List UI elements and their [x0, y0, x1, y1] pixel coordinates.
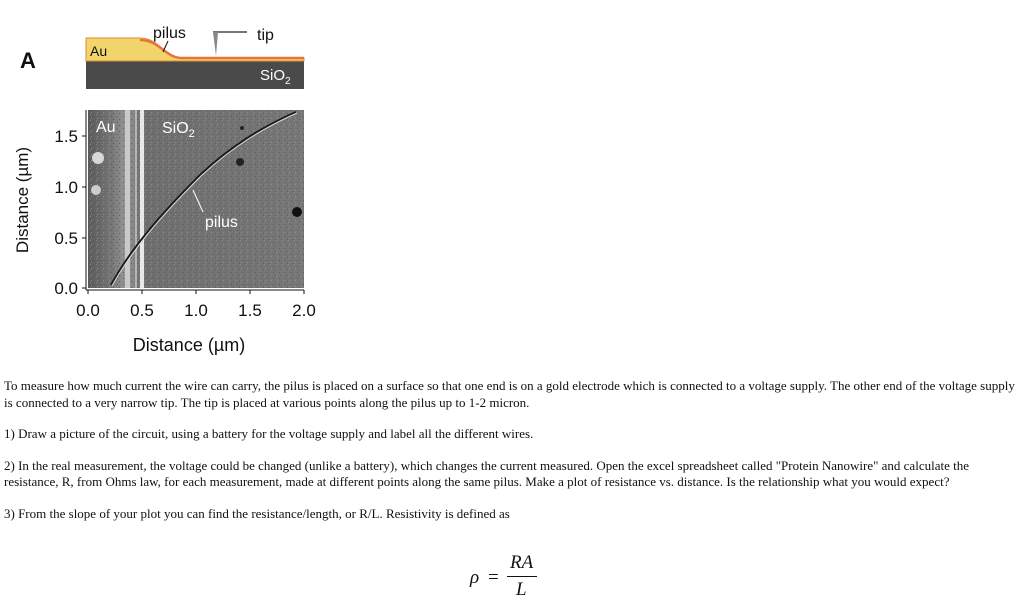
schematic-au-label: Au — [90, 43, 108, 59]
schematic — [86, 25, 304, 89]
x-tick-label: 0.5 — [130, 301, 154, 320]
image-pilus-label: pilus — [205, 214, 238, 231]
panel-label: A — [20, 48, 36, 73]
instructions — [4, 378, 1016, 537]
x-tick-label: 1.5 — [238, 301, 262, 320]
schematic-pilus-label: pilus — [153, 25, 186, 42]
x-tick-label: 1.0 — [184, 301, 208, 320]
y-tick-labels — [54, 127, 78, 298]
question-3: 3) From the slope of your plot you can find the resistance/length, or R/L. Resistivity is defined as — [4, 505, 510, 521]
y-tick-label: 0.0 — [54, 279, 78, 298]
image-au-label: Au — [96, 119, 116, 136]
question-1: 1) Draw a picture of the circuit, using a battery for the voltage supply and label all the different wires. — [4, 426, 534, 441]
x-tick-labels — [76, 301, 316, 320]
y-tick-label: 1.5 — [54, 127, 78, 146]
x-tick-label: 0.0 — [76, 301, 100, 320]
y-tick-label: 1.0 — [54, 178, 78, 197]
fraction-bar — [507, 576, 537, 577]
afm-image — [88, 110, 304, 288]
x-axis-label: Distance (µm) — [132, 335, 246, 355]
schematic-sio2-label: SiO$_2$ — [260, 67, 291, 87]
y-axis-label: Distance (µm) — [13, 146, 32, 254]
schematic-tip-label: tip — [257, 27, 274, 44]
formula-denominator: L — [516, 579, 527, 600]
intro-paragraph: To measure how much current the wire can carry, the pilus is placed on a surface so that one end is on a gold electrode which is connected to a voltage supply. The other end of the voltage supply is connected to a very narrow tip. The tip is placed at various points along the pilus up to 1-2 micron. — [4, 378, 1015, 410]
afm-tip-icon — [213, 32, 247, 56]
question-2: 2) In the real measurement, the voltage could be changed (unlike a battery), which changes the current measured. Open the excel spreadsheet called "Protein Nanowire" and calculate the resistance, R, from Ohms law, for each measurement, made at different points along the same pilus. Make a plot of resistance vs. distance. Is the relationship what you would expect? — [4, 457, 969, 489]
formula-numerator: RA — [510, 552, 534, 573]
y-tick-label: 0.5 — [54, 229, 78, 248]
formula-equals: = — [488, 567, 499, 588]
formula-rho: ρ — [470, 567, 480, 588]
x-tick-label: 2.0 — [292, 301, 316, 320]
pilus-figure — [0, 0, 340, 365]
image-sio2-label: SiO$_2$ — [162, 120, 195, 140]
